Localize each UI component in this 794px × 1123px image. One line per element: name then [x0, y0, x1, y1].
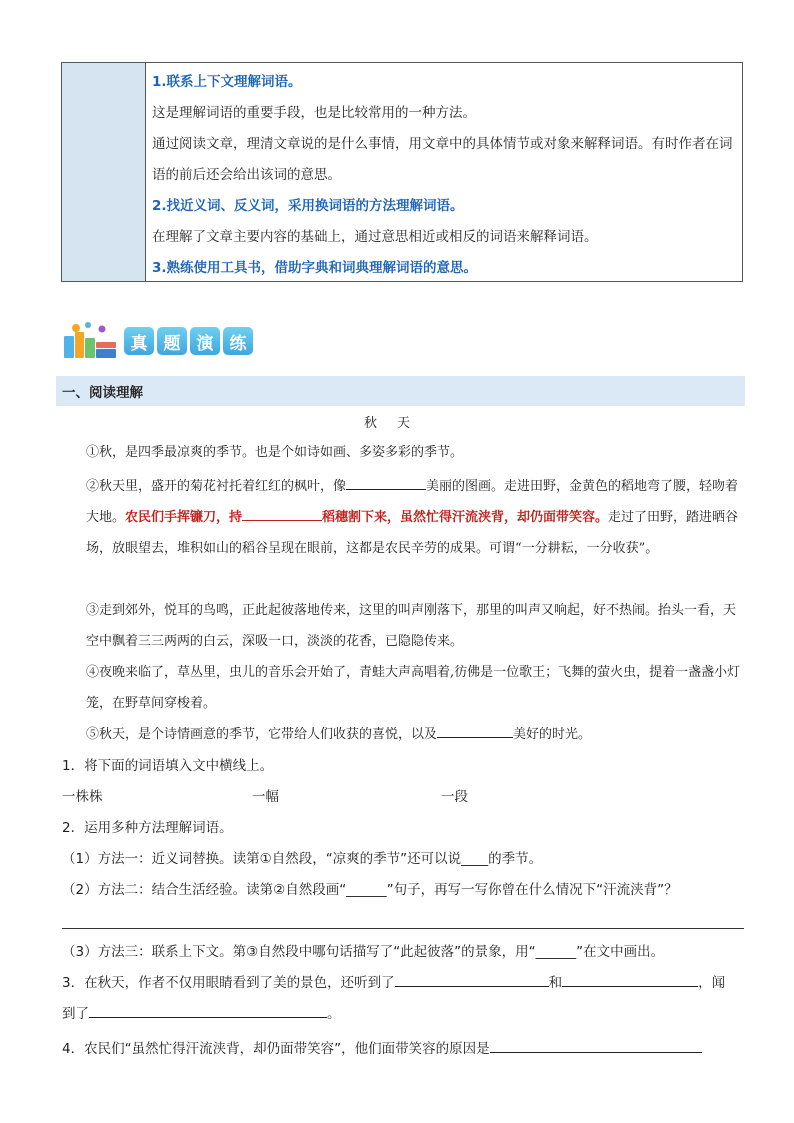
paragraph-2-part-c: 走过了田野，踏进晒谷场，放眼望去，堆积如山的稻谷呈现在眼前，这都是农民辛劳的成果。可谓“一分耕耘，一分收获”。 [86, 510, 739, 556]
passage-title: 秋天 [363, 416, 430, 431]
question-3-cont [62, 1003, 341, 1025]
banner-char: 题 [157, 327, 187, 355]
paragraph-1: ①秋，是四季最凉爽的季节。也是个如诗如画、多姿多彩的季节。 [86, 445, 464, 460]
question-2: 2．运用多种方法理解词语。 [62, 820, 233, 836]
answer-blank[interactable] [346, 477, 426, 490]
answer-blank[interactable] [437, 725, 513, 738]
paragraph-3: ③走到郊外，悦耳的鸟鸣，正此起彼落地传来，这里的叫声刚落下，那里的叫声又响起，好不热闹。抬头一看，天空中飘着三三两两的白云，深吸一口，淡淡的花香，已隐隐传来。 [86, 603, 737, 649]
tip-side-cell [62, 63, 146, 281]
tip-heading-2: 2.找近义词、反义词，采用换词语的方法理解词语。 [152, 198, 464, 214]
banner-char: 真 [124, 327, 154, 355]
paragraph-2-part-a: ②秋天里，盛开的菊花衬托着红红的枫叶，像 [86, 479, 347, 494]
section-header: 一、阅读理解 [56, 376, 745, 406]
question-4 [62, 1038, 702, 1060]
question-3-text-b: 和 [548, 975, 563, 991]
books-icon [62, 320, 120, 362]
paragraph-2-part-b: 美丽的图画。走进田野，金黄色的稻地弯了腰，轻吻着大地。 [86, 479, 739, 525]
question-3-text-a: 3．在秋天，作者不仅用眼睛看到了美的景色，还听到了 [62, 975, 395, 991]
tip-heading-3: 3.熟练使用工具书，借助字典和词典理解词语的意思。 [152, 260, 478, 276]
banner-char: 演 [190, 327, 220, 355]
section-banner [62, 320, 253, 362]
answer-blank[interactable] [490, 1040, 702, 1053]
question-2-2: （2）方法二：结合生活经验。读第②自然段画“______”句子，再写一写你曾在什么情况下“汗流浃背”？ [62, 882, 678, 898]
answer-blank[interactable] [242, 508, 322, 521]
banner-title [124, 327, 253, 355]
paragraph-4: ④夜晚来临了，草丛里，虫儿的音乐会开始了，青蛙大声高唱着,彷佛是一位歌王；飞舞的萤火虫，提着一盏盏小灯笼，在野草间穿梭着。 [86, 665, 741, 711]
highlighted-sentence-a: 农民们手挥镰刀，持 [125, 510, 243, 525]
paragraph-5-part-b: 美好的时光。 [513, 727, 592, 742]
tip-heading-1: 1.联系上下文理解词语。 [152, 74, 302, 90]
tip-text-2: 通过阅读文章，理清文章说的是什么事情，用文章中的具体情节或对象来解释词语。有时作者在词语的前后还会给出该词的意思。 [152, 136, 733, 183]
banner-char: 练 [223, 327, 253, 355]
question-3-text-c: ，闻 [698, 975, 726, 991]
question-2-3: （3）方法三：联系上下文。第③自然段中哪句话描写了“此起彼落”的景象，用“______”在文中画出。 [62, 944, 665, 960]
tip-table [61, 62, 743, 282]
question-3 [62, 972, 725, 994]
word-option-1: 一株株 [62, 789, 103, 805]
answer-line[interactable] [62, 928, 744, 929]
answer-blank[interactable] [395, 974, 549, 987]
answer-blank[interactable] [89, 1005, 327, 1018]
question-4-text: 4．农民们“虽然忙得汗流浃背，却仍面带笑容”，他们面带笑容的原因是 [62, 1041, 490, 1057]
paragraph-2 [62, 471, 746, 564]
highlighted-sentence-b: 稻穗割下来，虽然忙得汗流浃背，却仍面带笑容。 [322, 510, 609, 525]
tip-content [146, 63, 742, 281]
question-1: 1．将下面的词语填入文中横线上。 [62, 758, 274, 774]
tip-text-1: 这是理解词语的重要手段，也是比较常用的一种方法。 [152, 105, 476, 121]
tip-text-3: 在理解了文章主要内容的基础上，通过意思相近或相反的词语来解释词语。 [152, 229, 598, 245]
word-option-3: 一段 [441, 789, 468, 805]
question-3-text-e: 。 [327, 1006, 341, 1022]
question-3-text-d: 到了 [62, 1006, 89, 1022]
question-2-1: （1）方法一：近义词替换。读第①自然段，“凉爽的季节”还可以说____的季节。 [62, 851, 543, 867]
word-option-2: 一幅 [252, 789, 279, 805]
paragraph-5 [62, 719, 746, 750]
paragraph-5-part-a: ⑤秋天，是个诗情画意的季节，它带给人们收获的喜悦，以及 [86, 727, 438, 742]
answer-blank[interactable] [562, 974, 698, 987]
